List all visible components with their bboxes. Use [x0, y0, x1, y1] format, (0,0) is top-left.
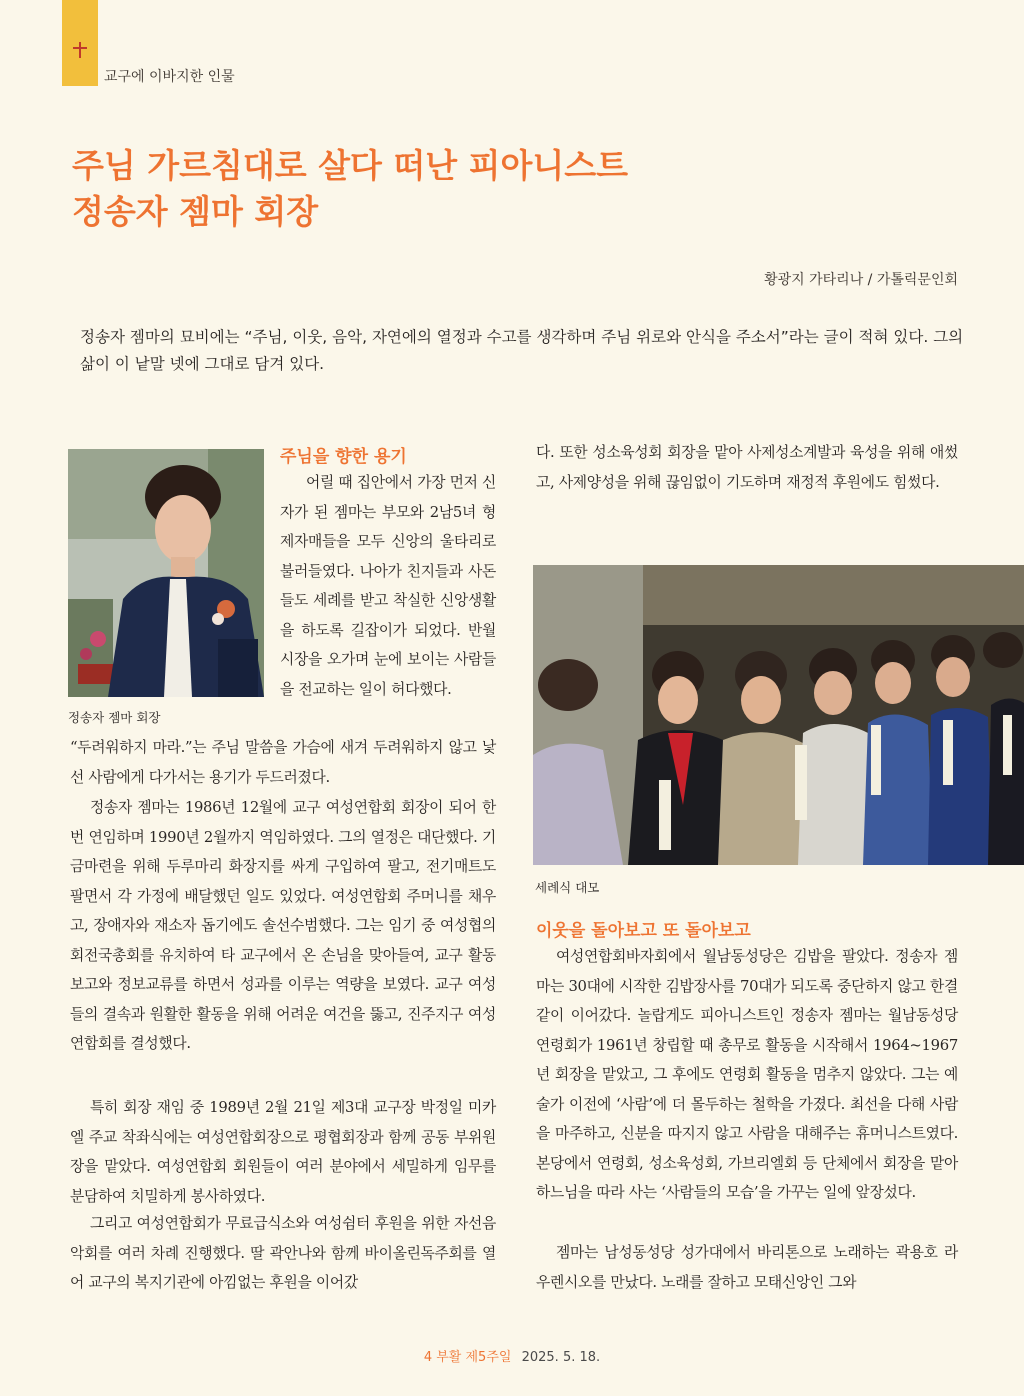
- lead-paragraph: 정송자 젬마의 묘비에는 “주님, 이웃, 음악, 자연에의 열정과 수고를 생각하며 주님 위로와 안식을 주소서”라는 글이 적혀 있다. 그의 삶이 이 낱말 넷에 그대로 담겨 있다.: [80, 328, 964, 373]
- issue-date: 2025. 5. 18.: [521, 1350, 601, 1365]
- title-line-2: 정송자 젬마 회장: [72, 192, 319, 231]
- ceremony-caption: 세례식 대모: [535, 880, 600, 895]
- portrait-photo: [68, 449, 264, 697]
- subheading-courage: 주님을 향한 용기: [280, 447, 407, 467]
- baptism-ceremony-photo: [533, 565, 1024, 865]
- body-paragraph-1b: “두려워하지 마라.”는 주님 말씀을 가슴에 새겨 두려워하지 않고 낯선 사람에게 다가서는 용기가 두드러졌다.: [70, 739, 496, 786]
- cross-icon: [70, 40, 90, 60]
- body-paragraph-2: 정송자 젬마는 1986년 12월에 교구 여성연합회 회장이 되어 한 번 연임하며 1990년 2월까지 역임하였다. 그의 열정은 대단했다. 기금마련을 위해 두루마리 화장지를 싸게 구입하여 팔고, 전기매트도 팔면서 각 가정에 배달했던 일도 있었다. 여성연합회 주머니를 채우고, 장애자와 재소자 돕기에도 솔선수범했다. 그는 임기 중 여성협의회전국총회를 유치하여 타 교구에서 온 손님을 맞아들여, 교구 활동보고와 정보교류를 하면서 성과를 이루는 역량을 보였다. 교구 여성들의 결속과 원활한 활동을 위해 어려운 여건을 뚫고, 진주지구 여성연합회를 결성했다.: [70, 799, 496, 1052]
- publication-name: 부활 제5주일: [436, 1350, 512, 1365]
- body-paragraph-5: 여성연합회바자회에서 월남동성당은 김밥을 팔았다. 정송자 젬마는 30대에 시작한 김밥장사를 70대가 되도록 중단하지 않고 한결같이 이어갔다. 놀랍게도 피아니스트인 정송자 젬마는 월남동성당 연령회가 1961년 창립할 때 총무로 활동을 시작해서 1964~1967년 회장을 맡았고, 그 후에도 연령회 활동을 멈추지 않았다. 그는 예술가 이전에 ‘사람’에 더 몰두하는 철학을 가졌다. 최선을 다해 사람을 마주하고, 신분을 따지지 않고 사람을 대해주는 휴머니스트였다. 본당에서 연령회, 성소육성회, 가브리엘회 등 단체에서 회장을 맡아 하느님을 따라 사는 ‘사람들의 모습’을 가꾸는 일에 앞장섰다.: [536, 948, 958, 1201]
- title-line-1: 주님 가르침대로 살다 떠난 피아니스트: [72, 146, 629, 185]
- author-byline: 황광지 가타리나 / 가톨릭문인회: [764, 272, 958, 288]
- body-paragraph-1: 어릴 때 집안에서 가장 먼저 신자가 된 젬마는 부모와 2남5녀 형제자매들을 모두 신앙의 울타리로 불러들였다. 나아가 친지들과 사돈들도 세례를 받고 착실한 신앙생활을 하도록 길잡이가 되었다. 반월시장을 오가며 눈에 보이는 사람들을 전교하는 일이 허다했다.: [280, 474, 496, 698]
- article-title: [72, 143, 628, 235]
- body-paragraph-4b: 다. 또한 성소육성회 회장을 맡아 사제성소계발과 육성을 위해 애썼고, 사제양성을 위해 끊임없이 기도하며 재정적 후원에도 힘썼다.: [536, 444, 958, 491]
- body-paragraph-3: 특히 회장 재임 중 1989년 2월 21일 제3대 교구장 박정일 미카엘 주교 착좌식에는 여성연합회장으로 평협회장과 함께 공동 부위원장을 맡았다. 여성연합회 회원들이 여러 분야에서 세밀하게 임무를 분담하여 치밀하게 봉사하였다.: [70, 1099, 496, 1205]
- body-paragraph-6: 젬마는 남성동성당 성가대에서 바리톤으로 노래하는 곽용호 라우렌시오를 만났다. 노래를 잘하고 모태신앙인 그와: [536, 1244, 958, 1291]
- section-label: 교구에 이바지한 인물: [104, 69, 235, 85]
- page-footer: [0, 1346, 1024, 1365]
- subheading-neighbors: 이웃을 돌아보고 또 돌아보고: [536, 921, 751, 941]
- portrait-caption: 정송자 젬마 회장: [68, 710, 161, 725]
- body-paragraph-4: 그리고 여성연합회가 무료급식소와 여성쉼터 후원을 위한 자선음악회를 여러 차례 진행했다. 딸 곽안나와 함께 바이올린독주회를 열어 교구의 복지기관에 아낌없는 후원을 이어갔: [70, 1215, 496, 1291]
- page-number: 4: [423, 1350, 433, 1365]
